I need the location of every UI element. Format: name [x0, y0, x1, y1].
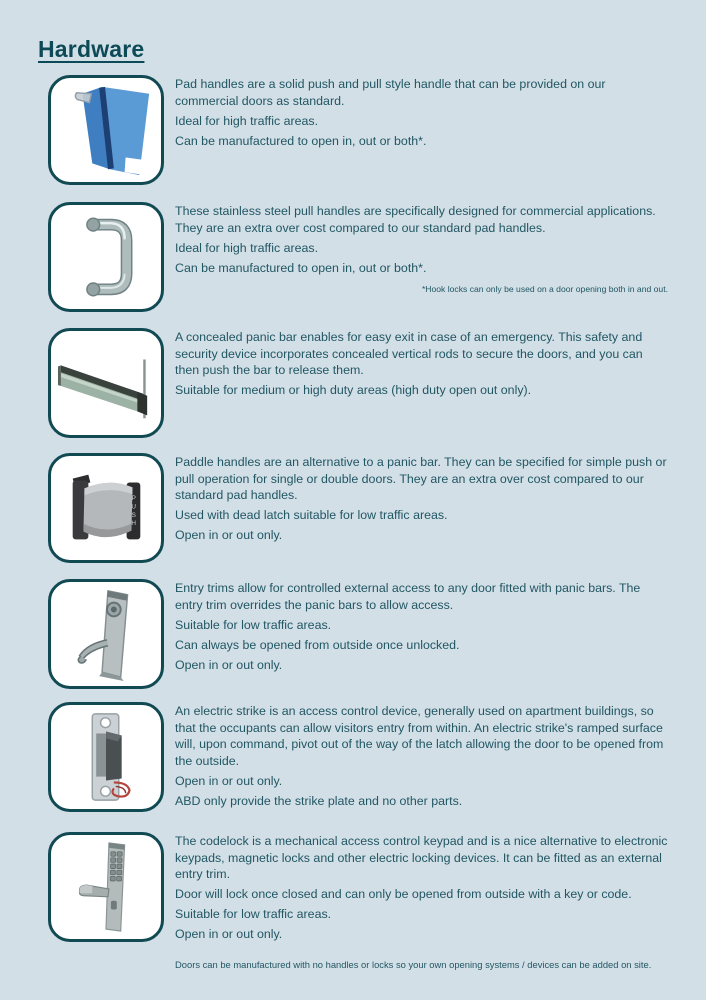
paragraph: Suitable for low traffic areas.: [175, 907, 332, 921]
paragraph: The codelock is a mechanical access control keypad and is a nice alternative to electronic keypads, magnetic locks and other electric locking devices. It can be fitted as an external entry trim.: [175, 834, 668, 881]
paragraph: These stainless steel pull handles are specifically designed for commercial applications. They are an extra over cost compared to our standard pad handles.: [175, 204, 656, 235]
section-electric-strike: [48, 702, 668, 813]
paragraph: Entry trims allow for controlled external access to any door fitted with panic bars. The entry trim overrides the panic bars to allow access.: [175, 581, 641, 612]
product-image-frame: [48, 579, 164, 689]
section-text: [175, 328, 668, 402]
section-entry-trims: [48, 579, 668, 689]
svg-text:H: H: [131, 520, 137, 528]
pad-handle-image: [54, 81, 158, 179]
paragraph: Can be manufactured to open in, out or both*.: [175, 133, 427, 148]
section-text: [175, 832, 668, 946]
product-image-frame: [48, 832, 164, 942]
panic-bar-image: [54, 334, 158, 432]
section-pull-handles: [48, 202, 668, 312]
paddle-handle-image: [54, 459, 158, 557]
hook-lock-note: *Hook locks can only be used on a door opening both in and out.: [421, 284, 668, 294]
paragraph: Open in or out only.: [175, 927, 283, 941]
entry-trim-image: [54, 585, 158, 683]
paragraph: Door will lock once closed and can only be opened from outside with a key or code.: [175, 887, 632, 901]
paragraph: Used with dead latch suitable for low traffic areas.: [175, 508, 448, 522]
section-pad-handles: [48, 75, 668, 185]
paragraph: Ideal for high traffic areas.: [175, 240, 319, 255]
product-image-frame: [48, 702, 164, 812]
section-text: [175, 702, 668, 813]
page-title: Hardware: [38, 36, 145, 62]
section-concealed-panic-bar: [48, 328, 668, 438]
paragraph: Can always be opened from outside once unlocked.: [175, 637, 460, 652]
paragraph: Ideal for high traffic areas.: [175, 113, 319, 128]
paragraph: ABD only provide the strike plate and no other parts.: [175, 793, 463, 808]
product-image-frame: [48, 75, 164, 185]
paragraph: Suitable for low traffic areas.: [175, 617, 332, 632]
paragraph: Open in or out only.: [175, 773, 283, 788]
paragraph: Pad handles are a solid push and pull style handle that can be provided on our commercial doors as standard.: [175, 77, 606, 108]
product-image-frame: [48, 328, 164, 438]
section-text: [175, 202, 668, 294]
paragraph: A concealed panic bar enables for easy exit in case of an emergency. This safety and security device incorporates concealed vertical rods to secure the doors, and you can then push the bar to release them.: [175, 330, 643, 377]
section-text: [175, 453, 668, 547]
paragraph: Suitable for medium or high duty areas (high duty open out only).: [175, 383, 532, 397]
paragraph: Can be manufactured to open in, out or both*.: [175, 260, 427, 275]
paragraph: Open in or out only.: [175, 528, 283, 542]
section-codelock: [48, 832, 668, 946]
section-text: [175, 75, 668, 153]
section-text: [175, 579, 668, 677]
electric-strike-image: [54, 708, 158, 806]
product-image-frame: [48, 453, 164, 563]
paragraph: An electric strike is an access control device, generally used on apartment buildings, so that the occupants can allow visitors entry from within. An electric strike's ramped surface will, upon command, pivot out of the way of the latch allowing the door to be opened from the outside.: [175, 704, 664, 768]
paragraph: Open in or out only.: [175, 657, 283, 672]
svg-text:S: S: [131, 511, 136, 519]
product-image-frame: [48, 202, 164, 312]
svg-text:P: P: [131, 495, 136, 503]
codelock-image: [54, 838, 158, 936]
section-paddle-handles: [48, 453, 668, 563]
pull-handle-image: [54, 208, 158, 306]
svg-text:U: U: [131, 503, 137, 511]
paragraph: Paddle handles are an alternative to a panic bar. They can be specified for simple push or pull operation for single or double doors. They are an extra over cost compared to our standard pad handles.: [175, 455, 667, 502]
doors-footnote: Doors can be manufactured with no handles or locks so your own opening systems / devices can be added on site.: [175, 959, 652, 970]
